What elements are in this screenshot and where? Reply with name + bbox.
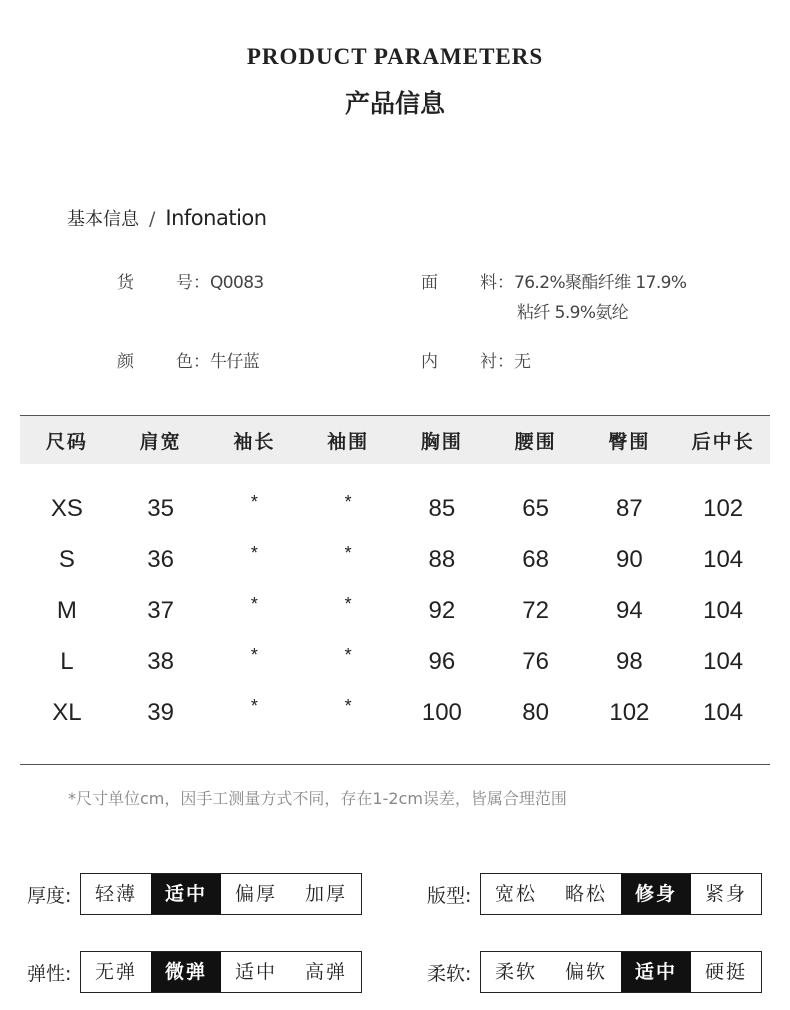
elasticity-option: 适中: [234, 961, 277, 983]
basic-info-heading-en: Infonation: [165, 206, 267, 230]
color-value: 牛仔蓝: [210, 352, 260, 372]
table-row: [20, 585, 770, 636]
table-cell: 36: [147, 545, 174, 573]
elasticity-option: 微弹: [151, 952, 221, 992]
table-cell: *: [344, 543, 352, 563]
fit-options: [480, 873, 762, 915]
table-cell: *: [250, 645, 258, 665]
table-cell: 92: [428, 596, 456, 624]
table-cell: *: [344, 696, 352, 716]
item-number-label: 货 号: [117, 273, 193, 293]
table-cell: *: [344, 594, 352, 614]
softness-options: [480, 951, 762, 993]
table-cell: 87: [616, 494, 643, 522]
page-title-cn: 产品信息: [344, 89, 445, 118]
item-number-value: Q0083: [210, 273, 264, 293]
table-row: [20, 483, 770, 534]
size-table-header: [20, 416, 770, 464]
basic-info-heading-cn: 基本信息: [67, 209, 139, 230]
info-fabric: 面 料：76.2%聚酯纤维 17.9% 粘纤 5.9%氨纶: [421, 268, 686, 328]
table-cell: XS: [50, 494, 83, 522]
thickness-option: 偏厚: [234, 883, 277, 905]
elasticity-scale: [27, 951, 362, 993]
fit-label: 版型:: [427, 884, 472, 907]
header-cell: 后中长: [691, 430, 755, 453]
header-cell: 胸围: [420, 430, 463, 453]
size-table-body: [20, 464, 770, 764]
softness-label: 柔软:: [427, 962, 472, 985]
thickness-option: 适中: [151, 874, 221, 914]
color-label: 颜 色: [117, 352, 193, 372]
fabric-label: 面 料: [421, 273, 497, 293]
thickness-label: 厚度:: [27, 884, 72, 907]
softness-option: 适中: [621, 952, 691, 992]
table-cell: *: [250, 492, 258, 512]
table-cell: 102: [703, 494, 744, 522]
softness-scale: [427, 951, 762, 993]
table-cell: 72: [522, 596, 549, 624]
table-cell: 68: [522, 545, 549, 573]
size-table: [20, 415, 770, 765]
lining-value: 无: [514, 352, 531, 372]
fit-option: 略松: [564, 883, 607, 905]
page-title-en: PRODUCT PARAMETERS: [246, 44, 544, 69]
table-cell: 88: [428, 545, 456, 573]
fit-option: 紧身: [704, 883, 747, 905]
header-cell: 袖长: [233, 430, 276, 453]
table-cell: 104: [703, 698, 744, 726]
table-row: [20, 687, 770, 738]
softness-option: 硬挺: [704, 961, 747, 983]
info-item-number: 货 号：Q0083: [117, 268, 264, 298]
table-cell: 102: [609, 698, 650, 726]
table-cell: 104: [703, 596, 744, 624]
table-cell: S: [58, 545, 75, 573]
table-cell: 80: [522, 698, 549, 726]
info-lining: 内 衬：无: [421, 347, 530, 377]
elasticity-option: 高弹: [304, 961, 347, 983]
table-cell: L: [60, 647, 74, 675]
table-cell: 104: [703, 647, 744, 675]
table-row: [20, 636, 770, 687]
table-cell: 94: [616, 596, 643, 624]
softness-option: 偏软: [564, 961, 607, 983]
elasticity-option: 无弹: [94, 961, 137, 983]
elasticity-label: 弹性:: [27, 962, 72, 985]
table-cell: XL: [52, 698, 82, 726]
table-cell: 35: [147, 494, 174, 522]
table-cell: *: [250, 696, 258, 716]
fit-option: 修身: [621, 874, 691, 914]
table-cell: 65: [522, 494, 549, 522]
table-cell: *: [344, 492, 352, 512]
header-cell: 尺码: [45, 430, 88, 453]
info-color: 颜 色：牛仔蓝: [117, 347, 259, 377]
table-row: [20, 534, 770, 585]
table-cell: *: [250, 594, 258, 614]
table-cell: 39: [147, 698, 174, 726]
table-cell: 38: [147, 647, 174, 675]
fit-option: 宽松: [494, 883, 537, 905]
header-cell: 袖围: [327, 430, 370, 453]
lining-label: 内 衬: [421, 352, 497, 372]
table-cell: 98: [616, 647, 643, 675]
table-cell: 104: [703, 545, 744, 573]
fabric-value-line2: 粘纤 5.9%氨纶: [517, 303, 629, 323]
elasticity-options: [80, 951, 362, 993]
header-cell: 臀围: [608, 430, 651, 453]
thickness-options: [80, 873, 362, 915]
table-cell: 85: [428, 494, 456, 522]
table-cell: 96: [428, 647, 456, 675]
table-cell: *: [344, 645, 352, 665]
header-cell: 肩宽: [139, 430, 182, 453]
table-cell: 90: [616, 545, 643, 573]
table-cell: 37: [147, 596, 174, 624]
softness-option: 柔软: [494, 961, 537, 983]
table-cell: 100: [421, 698, 462, 726]
thickness-scale: [27, 873, 362, 915]
fabric-value-line1: 76.2%聚酯纤维 17.9%: [514, 273, 687, 293]
table-cell: *: [250, 543, 258, 563]
measurement-note: *尺寸单位cm，因手工测量方式不同，存在1-2cm误差，皆属合理范围: [68, 789, 567, 808]
thickness-option: 轻薄: [94, 883, 137, 905]
header-cell: 腰围: [514, 430, 557, 453]
thickness-option: 加厚: [304, 883, 347, 905]
heading-separator: /: [149, 208, 156, 230]
table-cell: M: [56, 596, 77, 624]
basic-info-heading: [67, 205, 267, 231]
fit-scale: [427, 873, 762, 915]
table-cell: 76: [522, 647, 549, 675]
